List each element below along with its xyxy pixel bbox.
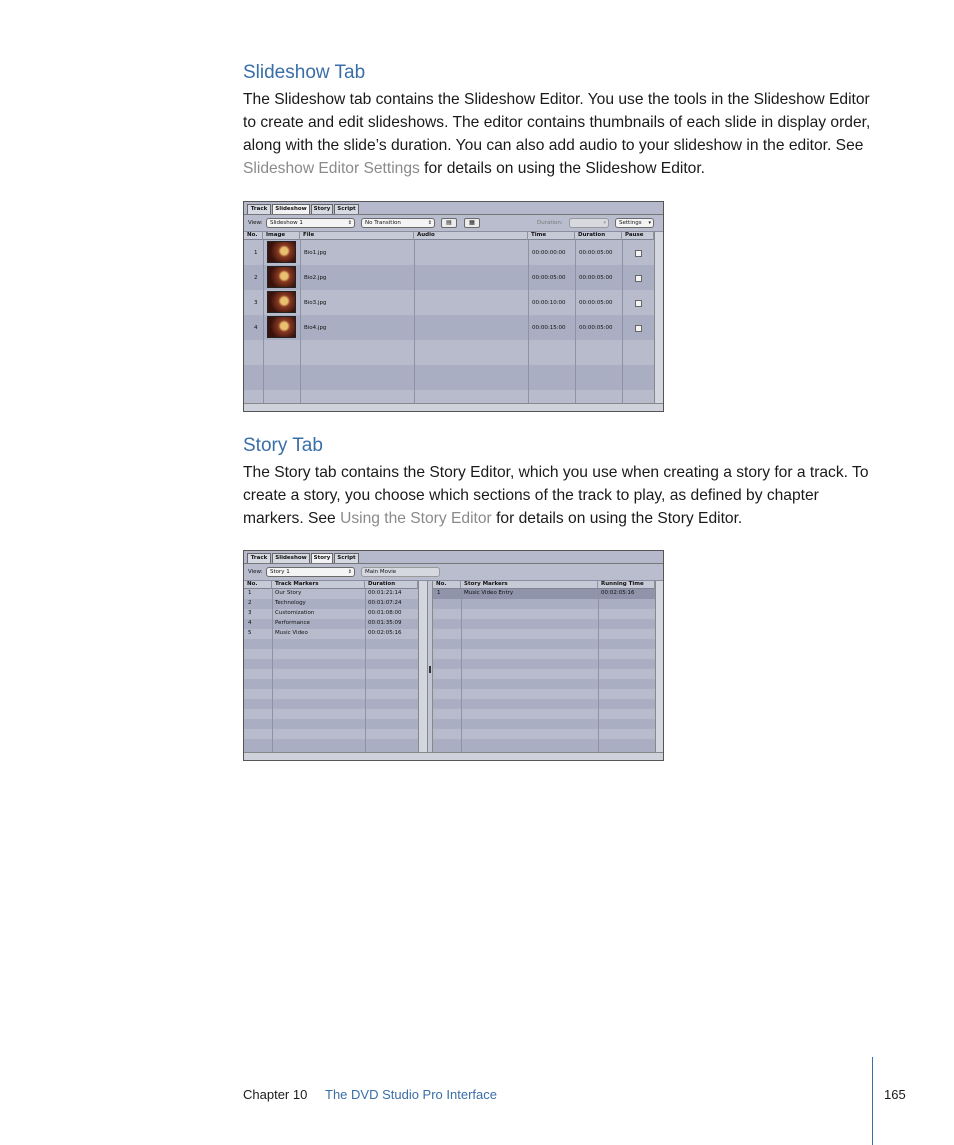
updown-arrows-icon: ⇕ — [347, 569, 352, 575]
column-divider — [598, 589, 599, 753]
row-duration: 00:02:05:16 — [368, 630, 402, 636]
row-time: 00:00:05:00 — [532, 275, 566, 281]
view-label: View: — [248, 220, 263, 226]
column-header-story-markers[interactable]: Story Markers — [461, 581, 598, 589]
settings-popup-label: Settings — [619, 220, 642, 226]
chevron-down-icon: ▾ — [648, 220, 651, 226]
slideshow-para-text-1: The Slideshow tab contains the Slideshow Editor. You use the tools in the Slideshow Editor to create and edit slideshows. The editor contains thumbnails of each slide in display order, along with the slide’s duration. You can also add audio to your slideshow in the editor. See — [243, 91, 871, 154]
empty-row — [244, 709, 418, 719]
tab-script[interactable]: Script — [334, 553, 359, 563]
empty-row — [433, 619, 655, 629]
row-file: Bio3.jpg — [304, 300, 327, 306]
table-row[interactable] — [244, 609, 418, 619]
column-header-duration[interactable]: Duration — [365, 581, 418, 589]
slide-thumbnail — [267, 266, 296, 288]
empty-row — [433, 659, 655, 669]
row-time: 00:00:10:00 — [532, 300, 566, 306]
column-header-duration[interactable]: Duration — [575, 232, 622, 240]
row-number: 1 — [248, 590, 252, 596]
row-duration: 00:00:05:00 — [579, 300, 613, 306]
row-file: Bio2.jpg — [304, 275, 327, 281]
import-button[interactable] — [464, 218, 480, 228]
slide-thumbnail — [267, 316, 296, 338]
row-marker: Technology — [275, 600, 306, 606]
empty-row — [433, 599, 655, 609]
column-header-running-time[interactable]: Running Time — [598, 581, 655, 589]
horizontal-scrollbar[interactable] — [244, 403, 663, 411]
chevron-down-icon: ▾ — [603, 220, 606, 226]
empty-row — [433, 639, 655, 649]
empty-row — [433, 709, 655, 719]
movie-field-value: Main Movie — [365, 569, 397, 575]
tab-slideshow[interactable]: Slideshow — [272, 553, 310, 563]
empty-row — [433, 649, 655, 659]
row-duration: 00:01:35:09 — [368, 620, 402, 626]
empty-row — [433, 719, 655, 729]
row-number: 3 — [254, 300, 258, 306]
left-vertical-scrollbar[interactable] — [418, 581, 427, 753]
pause-checkbox[interactable] — [635, 275, 642, 282]
footer-divider — [872, 1057, 873, 1145]
horizontal-scrollbar[interactable] — [244, 752, 663, 760]
column-header-audio[interactable]: Audio — [414, 232, 528, 240]
grid-icon: ▦ — [469, 219, 475, 226]
table-row[interactable] — [244, 589, 418, 599]
table-row[interactable] — [244, 599, 418, 609]
pause-checkbox[interactable] — [635, 250, 642, 257]
row-marker: Our Story — [275, 590, 302, 596]
row-marker: Music Video — [275, 630, 308, 636]
column-header-pause[interactable]: Pause — [622, 232, 654, 240]
row-marker: Customization — [275, 610, 315, 616]
track-markers-list — [244, 589, 418, 753]
column-divider — [365, 589, 366, 753]
row-number: 1 — [254, 250, 258, 256]
row-number: 2 — [248, 600, 252, 606]
empty-row — [433, 689, 655, 699]
transition-popup-value: No Transition — [365, 220, 401, 226]
column-divider — [622, 240, 623, 404]
story-tab-paragraph — [243, 461, 883, 530]
movie-field — [361, 567, 440, 577]
column-divider — [461, 589, 462, 753]
row-number: 4 — [248, 620, 252, 626]
empty-row — [244, 679, 418, 689]
empty-row — [244, 340, 654, 365]
pause-checkbox[interactable] — [635, 325, 642, 332]
view-popup-value: Slideshow 1 — [270, 220, 303, 226]
empty-row — [433, 609, 655, 619]
row-duration: 00:00:05:00 — [579, 250, 613, 256]
page-number: 165 — [884, 1087, 906, 1102]
editor-tab-bar — [244, 551, 663, 564]
story-markers-list — [433, 589, 655, 753]
column-header-no[interactable]: No. — [433, 581, 461, 589]
slideshow-list — [244, 240, 654, 404]
empty-row — [244, 739, 418, 753]
tab-story[interactable]: Story — [311, 204, 333, 214]
tab-script[interactable]: Script — [334, 204, 359, 214]
column-divider — [575, 240, 576, 404]
row-file: Bio4.jpg — [304, 325, 327, 331]
empty-row — [433, 679, 655, 689]
empty-row — [244, 639, 418, 649]
story-markers-header — [433, 581, 655, 589]
empty-row — [433, 669, 655, 679]
slide-thumbnail — [267, 241, 296, 263]
slideshow-column-header — [244, 232, 654, 240]
slideshow-para-text-2: for details on using the Slideshow Editor. — [419, 160, 706, 177]
empty-row — [433, 629, 655, 639]
column-divider — [272, 589, 273, 753]
empty-row — [244, 669, 418, 679]
row-marker: Music Video Entry — [464, 590, 514, 596]
transition-popup[interactable] — [361, 218, 435, 228]
table-row[interactable] — [244, 629, 418, 639]
view-popup-value: Story 1 — [270, 569, 290, 575]
row-duration: 00:01:21:14 — [368, 590, 402, 596]
table-row[interactable] — [244, 240, 654, 265]
pause-checkbox[interactable] — [635, 300, 642, 307]
empty-row — [244, 719, 418, 729]
column-divider — [300, 240, 301, 404]
slideshow-editor-screenshot — [243, 201, 664, 412]
column-divider — [414, 240, 415, 404]
column-header-no[interactable]: No. — [244, 581, 272, 589]
footer-chapter: Chapter 10 — [243, 1087, 308, 1102]
empty-row — [244, 729, 418, 739]
table-row[interactable] — [244, 315, 654, 340]
vertical-scrollbar[interactable] — [654, 232, 663, 404]
table-row[interactable] — [244, 290, 654, 315]
duration-popup[interactable] — [569, 218, 609, 228]
column-header-track-markers[interactable]: Track Markers — [272, 581, 365, 589]
transition-settings-button[interactable] — [441, 218, 457, 228]
empty-row — [244, 390, 654, 404]
slide-thumbnail — [267, 291, 296, 313]
empty-row — [244, 689, 418, 699]
story-para-text-1: The Story tab contains the Story Editor, which you use when creating a story for a track. To create a story, you choose which sections of the track to play, as defined by chapter markers. See — [243, 464, 869, 527]
table-row[interactable] — [244, 619, 418, 629]
tab-track[interactable]: Track — [247, 553, 271, 563]
row-duration: 00:01:08:00 — [368, 610, 402, 616]
row-duration: 00:01:07:24 — [368, 600, 402, 606]
slideshow-tab-heading: Slideshow Tab — [243, 62, 366, 83]
settings-popup[interactable] — [615, 218, 654, 228]
view-popup[interactable] — [266, 218, 355, 228]
story-tab-heading: Story Tab — [243, 435, 323, 456]
updown-arrows-icon: ⇕ — [427, 220, 432, 226]
empty-row — [433, 739, 655, 753]
view-label: View: — [248, 569, 263, 575]
column-header-no[interactable]: No. — [244, 232, 263, 240]
footer-chapter-title[interactable]: The DVD Studio Pro Interface — [325, 1087, 497, 1102]
row-running-time: 00:02:05:16 — [601, 590, 635, 596]
view-popup[interactable] — [266, 567, 355, 577]
story-para-text-2: for details on using the Story Editor. — [491, 510, 743, 527]
column-header-file[interactable]: File — [300, 232, 414, 240]
column-divider — [263, 240, 264, 404]
slideshow-toolbar — [244, 215, 663, 232]
row-time: 00:00:15:00 — [532, 325, 566, 331]
tab-track[interactable]: Track — [247, 204, 271, 214]
row-time: 00:00:00:00 — [532, 250, 566, 256]
duration-label: Duration: — [537, 220, 563, 226]
splitter-grip-icon — [429, 666, 431, 673]
empty-row — [433, 729, 655, 739]
story-toolbar — [244, 564, 663, 581]
row-duration: 00:00:05:00 — [579, 325, 613, 331]
empty-row — [433, 699, 655, 709]
row-number: 3 — [248, 610, 252, 616]
row-number: 2 — [254, 275, 258, 281]
updown-arrows-icon: ⇕ — [347, 220, 352, 226]
row-number: 1 — [437, 590, 441, 596]
editor-tab-bar — [244, 202, 663, 215]
slideshow-tab-paragraph — [243, 88, 883, 180]
tab-story[interactable]: Story — [311, 553, 333, 563]
row-file: Bio1.jpg — [304, 250, 327, 256]
empty-row — [244, 365, 654, 390]
tab-slideshow[interactable]: Slideshow — [272, 204, 310, 214]
row-number: 4 — [254, 325, 258, 331]
row-number: 5 — [248, 630, 252, 636]
slideshow-editor-settings-link[interactable]: Slideshow Editor Settings — [243, 160, 420, 177]
column-header-time[interactable]: Time — [528, 232, 575, 240]
empty-row — [244, 659, 418, 669]
empty-row — [244, 649, 418, 659]
column-divider — [528, 240, 529, 404]
row-marker: Performance — [275, 620, 310, 626]
story-editor-screenshot — [243, 550, 664, 761]
column-header-image[interactable]: Image — [263, 232, 300, 240]
table-row[interactable] — [244, 265, 654, 290]
document-icon: ▤ — [446, 219, 452, 226]
track-markers-header — [244, 581, 418, 589]
row-duration: 00:00:05:00 — [579, 275, 613, 281]
using-story-editor-link[interactable]: Using the Story Editor — [340, 510, 492, 527]
right-vertical-scrollbar[interactable] — [655, 581, 664, 753]
empty-row — [244, 699, 418, 709]
table-row[interactable] — [433, 589, 655, 599]
